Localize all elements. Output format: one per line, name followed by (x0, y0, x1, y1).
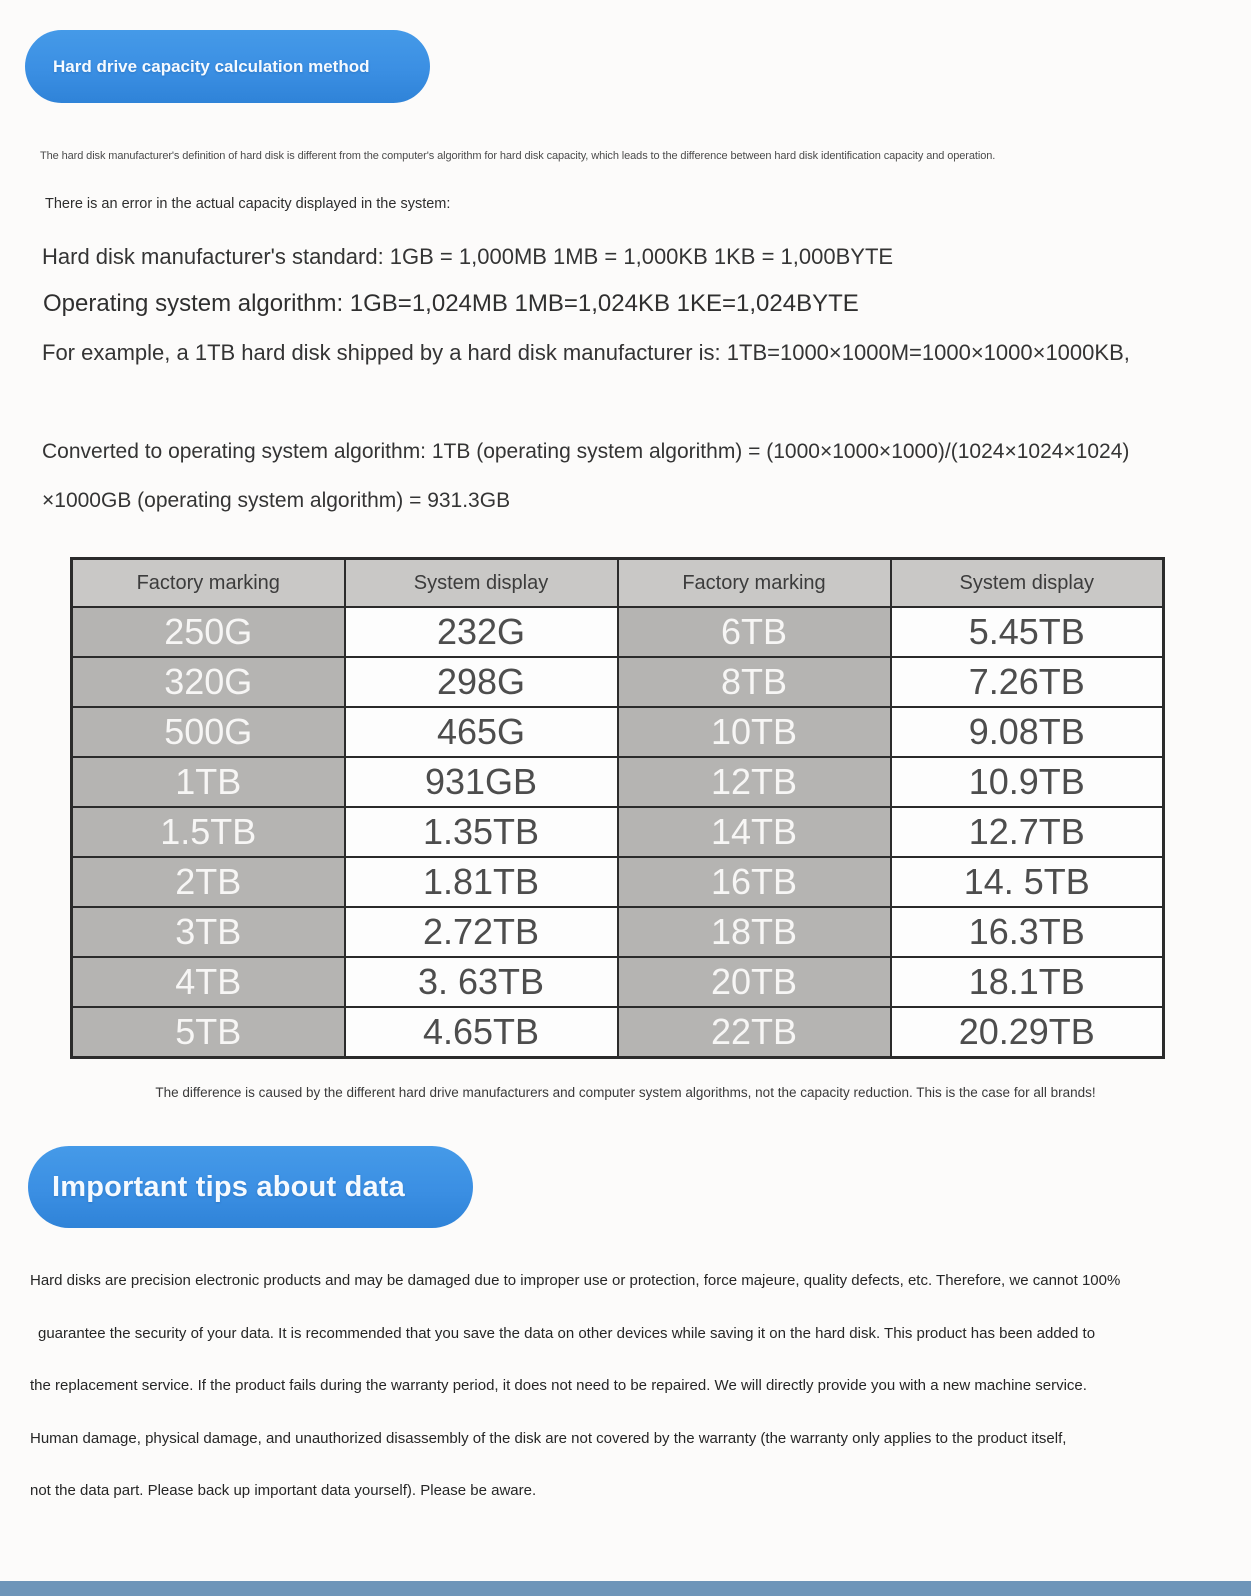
capacity-table-header (72, 559, 1164, 608)
factory-marking-cell: 10TB (618, 707, 891, 757)
header-factory-marking-1: Factory marking (72, 559, 345, 608)
table-row (72, 907, 1164, 957)
system-display-cell: 298G (345, 657, 618, 707)
factory-marking-cell: 1.5TB (72, 807, 345, 857)
factory-marking-cell: 250G (72, 607, 345, 657)
factory-marking-cell: 4TB (72, 957, 345, 1007)
table-row (72, 707, 1164, 757)
converted-line-1: Converted to operating system algorithm: 1TB (operating system algorithm) = (1000×1000×1000)/(1024×1024×1024) (42, 440, 1130, 463)
table-row (72, 957, 1164, 1007)
factory-marking-cell: 18TB (618, 907, 891, 957)
header-system-display-2: System display (891, 559, 1164, 608)
factory-marking-cell: 22TB (618, 1007, 891, 1058)
manufacturer-standard-line: Hard disk manufacturer's standard: 1GB = 1,000MB 1MB = 1,000KB 1KB = 1,000BYTE (42, 244, 894, 269)
capacity-method-badge-label: Hard drive capacity calculation method (53, 56, 370, 76)
system-display-cell: 4.65TB (345, 1007, 618, 1058)
system-display-cell: 2.72TB (345, 907, 618, 957)
capacity-conversion-table (70, 557, 1165, 1059)
factory-marking-cell: 500G (72, 707, 345, 757)
tips-line: Human damage, physical damage, and unauthorized disassembly of the disk are not covered by the warranty (the warranty only applies to the product itself, (30, 1429, 1067, 1447)
tips-line: not the data part. Please back up important data yourself). Please be aware. (30, 1482, 537, 1499)
header-factory-marking-2: Factory marking (618, 559, 891, 608)
table-row (72, 607, 1164, 657)
factory-marking-cell: 8TB (618, 657, 891, 707)
system-display-cell: 931GB (345, 757, 618, 807)
intro-note: The hard disk manufacturer's definition of hard disk is different from the computer's algorithm for hard disk capacity, which leads to the difference between hard disk identification capacity and operation. (40, 150, 996, 162)
system-error-line: There is an error in the actual capacity displayed in the system: (45, 196, 451, 212)
table-row (72, 857, 1164, 907)
important-tips-badge-label: Important tips about data (52, 1170, 405, 1203)
factory-marking-cell: 1TB (72, 757, 345, 807)
factory-marking-cell: 12TB (618, 757, 891, 807)
system-display-cell: 9.08TB (891, 707, 1164, 757)
header-system-display-1: System display (345, 559, 618, 608)
tips-paragraph (30, 1255, 1225, 1518)
table-row (72, 1007, 1164, 1058)
system-display-cell: 14. 5TB (891, 857, 1164, 907)
table-header-row (72, 559, 1164, 608)
table-row (72, 757, 1164, 807)
system-display-cell: 16.3TB (891, 907, 1164, 957)
table-row (72, 657, 1164, 707)
capacity-method-badge (25, 30, 430, 103)
factory-marking-cell: 5TB (72, 1007, 345, 1058)
system-display-cell: 1.35TB (345, 807, 618, 857)
tips-line: Hard disks are precision electronic products and may be damaged due to improper use or protection, force majeure, quality defects, etc. Therefore, we cannot 100% (30, 1272, 1121, 1289)
system-display-cell: 12.7TB (891, 807, 1164, 857)
example-line: For example, a 1TB hard disk shipped by a hard disk manufacturer is: 1TB=1000×1000M=1000×1000×1000KB, (42, 340, 1130, 365)
system-display-cell: 5.45TB (891, 607, 1164, 657)
table-row (72, 807, 1164, 857)
tips-line: guarantee the security of your data. It is recommended that you save the data on other devices while saving it on the hard disk. This product has been added to (38, 1324, 1096, 1342)
table-caption: The difference is caused by the different hard drive manufacturers and computer system algorithms, not the capacity reduction. This is the case for all brands! (155, 1085, 1096, 1100)
factory-marking-cell: 2TB (72, 857, 345, 907)
factory-marking-cell: 6TB (618, 607, 891, 657)
factory-marking-cell: 16TB (618, 857, 891, 907)
system-display-cell: 465G (345, 707, 618, 757)
system-display-cell: 7.26TB (891, 657, 1164, 707)
system-display-cell: 10.9TB (891, 757, 1164, 807)
factory-marking-cell: 3TB (72, 907, 345, 957)
system-display-cell: 18.1TB (891, 957, 1164, 1007)
system-display-cell: 3. 63TB (345, 957, 618, 1007)
system-display-cell: 1.81TB (345, 857, 618, 907)
tips-line: the replacement service. If the product fails during the warranty period, it does not need to be repaired. We will directly provide you with a new machine service. (30, 1377, 1087, 1394)
system-display-cell: 20.29TB (891, 1007, 1164, 1058)
bottom-divider-bar (0, 1581, 1251, 1596)
capacity-table-body (72, 607, 1164, 1058)
factory-marking-cell: 320G (72, 657, 345, 707)
important-tips-badge (28, 1146, 473, 1228)
converted-line-2: ×1000GB (operating system algorithm) = 931.3GB (42, 489, 511, 512)
os-algorithm-line: Operating system algorithm: 1GB=1,024MB 1MB=1,024KB 1KE=1,024BYTE (43, 290, 859, 317)
factory-marking-cell: 14TB (618, 807, 891, 857)
factory-marking-cell: 20TB (618, 957, 891, 1007)
system-display-cell: 232G (345, 607, 618, 657)
